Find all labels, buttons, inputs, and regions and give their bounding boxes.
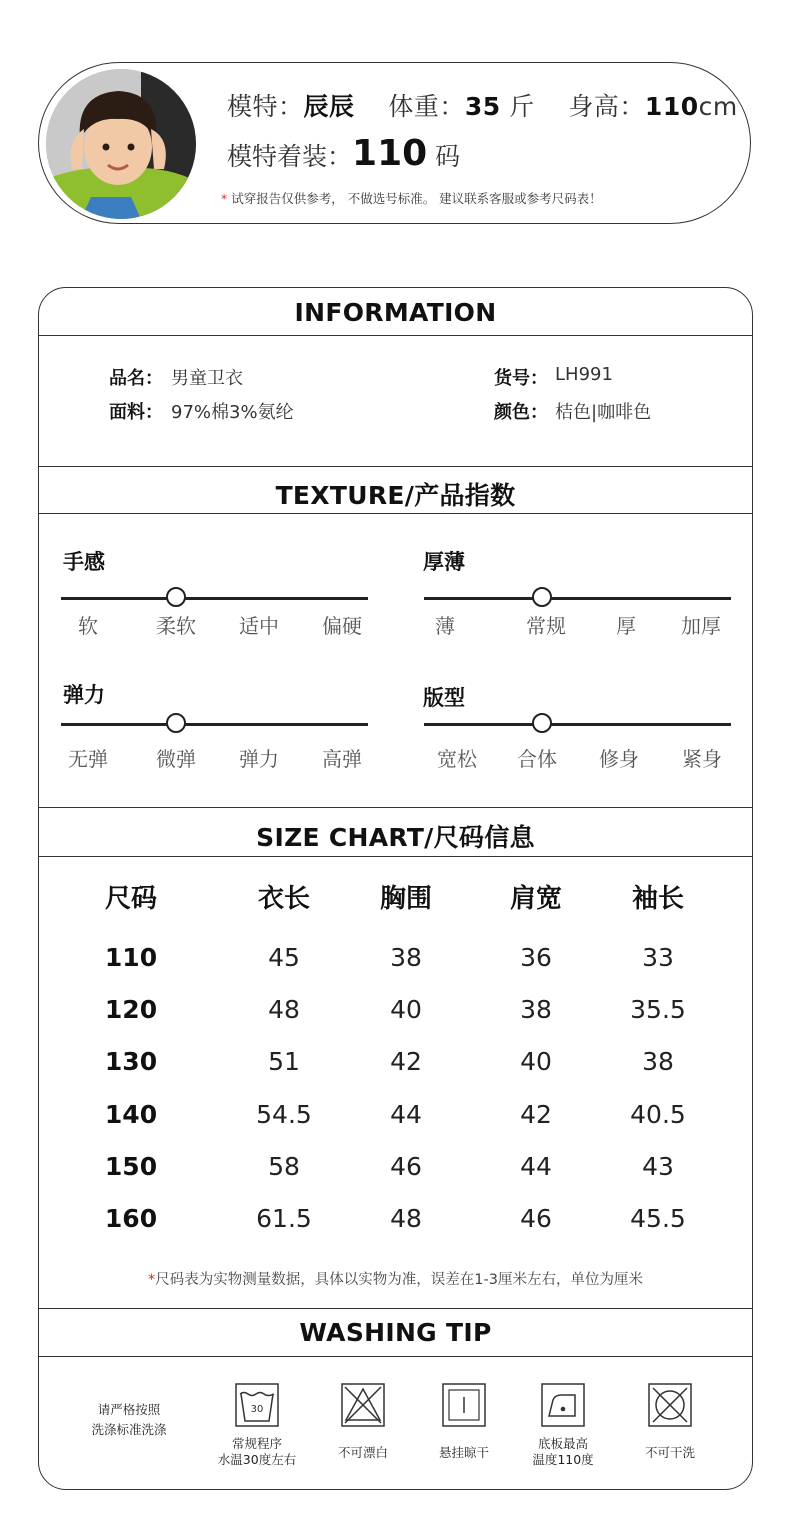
model-photo-icon [46, 69, 196, 219]
measurement-cell: 40 [390, 995, 422, 1024]
texture-option: 修身 [599, 747, 639, 771]
size-note-star: * [148, 1272, 156, 1288]
texture-scale-track [61, 723, 368, 726]
texture-title: TEXTURE/产品指数 [275, 481, 516, 510]
texture-scale-name: 手感 [63, 550, 105, 574]
wear-size: 110 [352, 133, 428, 174]
texture-option: 无弹 [68, 747, 108, 771]
measurement-cell: 38 [390, 943, 422, 972]
size-header: 尺码 [104, 884, 157, 914]
measurement-cell: 42 [520, 1100, 552, 1129]
texture-scale-marker [532, 587, 552, 607]
model-banner [38, 62, 751, 224]
texture-scale-track [424, 723, 731, 726]
product-name-label: 品名： [109, 368, 163, 389]
color-label: 颜色： [494, 402, 548, 423]
sleeve-header: 袖长 [631, 884, 684, 914]
wash-label [202, 1436, 312, 1468]
size-note-text: 尺码表为实物测量数据，具体以实物为准，误差在1-3厘米左右，单位为厘米 [155, 1272, 643, 1288]
measurement-cell: 54.5 [256, 1100, 312, 1129]
model-wear [227, 133, 460, 174]
washing-intro-line: 洗涤标准洗涤 [91, 1422, 167, 1437]
wash-label-line: 底板最高 [537, 1436, 588, 1451]
measurement-cell: 61.5 [256, 1204, 312, 1233]
model-stats [227, 87, 738, 123]
measurement-cell: 46 [520, 1204, 552, 1233]
measurement-cell: 44 [390, 1100, 422, 1129]
size-cell: 120 [104, 995, 158, 1024]
washing-title: WASHING TIP [299, 1318, 492, 1347]
chest-header: 胸围 [379, 884, 432, 914]
no-bleach-icon [341, 1383, 385, 1427]
divider [39, 513, 752, 514]
measurement-cell: 42 [390, 1047, 422, 1076]
measurement-cell: 51 [268, 1047, 300, 1076]
texture-option: 宽松 [437, 747, 477, 771]
wear-label: 模特着装： [227, 142, 353, 171]
product-info-card [38, 287, 753, 1490]
measurement-cell: 40 [520, 1047, 552, 1076]
model-note [221, 189, 602, 207]
texture-option: 软 [78, 614, 98, 638]
divider [39, 335, 752, 336]
product-name-value: 男童卫衣 [171, 368, 243, 389]
wash-label-line: 常规程序 [231, 1436, 282, 1451]
item-number-label: 货号： [494, 368, 548, 389]
fabric-label: 面料： [109, 402, 163, 423]
color-value: 桔色|咖啡色 [555, 402, 652, 423]
texture-option: 适中 [239, 614, 279, 638]
size-cell: 150 [104, 1152, 158, 1181]
texture-scale-marker [166, 587, 186, 607]
texture-scale-name: 版型 [423, 686, 465, 710]
texture-option: 柔软 [156, 614, 196, 638]
measurement-cell: 40.5 [630, 1100, 686, 1129]
weight-value: 35 [464, 92, 501, 121]
size-cell: 110 [104, 943, 158, 972]
wash-label-line: 温度110度 [532, 1452, 594, 1467]
wash-label-line: 不可干洗 [644, 1445, 695, 1460]
texture-scale-name: 厚薄 [423, 550, 465, 574]
texture-option: 加厚 [681, 614, 721, 638]
texture-scale-track [424, 597, 731, 600]
wear-unit: 码 [435, 142, 461, 171]
note-text: 试穿报告仅供参考， 不做选号标准。 建议联系客服或参考尺码表！ [231, 191, 602, 206]
wash-label [615, 1445, 725, 1461]
texture-option: 合体 [517, 747, 557, 771]
texture-option: 厚 [616, 614, 636, 638]
texture-scale-marker [166, 713, 186, 733]
measurement-cell: 38 [642, 1047, 674, 1076]
divider [39, 856, 752, 857]
information-title: INFORMATION [294, 298, 497, 327]
size-note [39, 1268, 752, 1289]
wash-label-line: 不可漂白 [337, 1445, 388, 1460]
measurement-cell: 44 [520, 1152, 552, 1181]
texture-option: 偏硬 [322, 614, 362, 638]
divider [39, 807, 752, 808]
model-name: 辰辰 [303, 92, 355, 121]
wash-30-icon [235, 1383, 279, 1427]
texture-option: 微弹 [156, 747, 196, 771]
note-star: * [221, 191, 228, 206]
divider [39, 1356, 752, 1357]
measurement-cell: 48 [390, 1204, 422, 1233]
measurement-cell: 48 [268, 995, 300, 1024]
measurement-cell: 33 [642, 943, 674, 972]
no-dry-clean-icon [648, 1383, 692, 1427]
weight-label: 体重： [388, 92, 465, 121]
weight-unit: 斤 [509, 92, 535, 121]
wash-temperature: 30 [250, 1404, 264, 1415]
fabric-value: 97%棉3%氨纶 [171, 402, 294, 423]
model-name-label: 模特： [227, 92, 304, 121]
wash-label [409, 1445, 519, 1461]
size-cell: 130 [104, 1047, 158, 1076]
shoulder-header: 肩宽 [509, 884, 562, 914]
hang-dry-icon [442, 1383, 486, 1427]
texture-scale-name: 弹力 [63, 683, 105, 707]
height-label: 身高： [568, 92, 645, 121]
texture-option: 薄 [435, 614, 455, 638]
item-number-value: LH991 [555, 364, 613, 385]
measurement-cell: 45 [268, 943, 300, 972]
height-value: 110 [644, 92, 699, 121]
texture-scale-track [61, 597, 368, 600]
wash-label [308, 1445, 418, 1461]
texture-option: 紧身 [682, 747, 722, 771]
divider [39, 1308, 752, 1309]
texture-scale-marker [532, 713, 552, 733]
model-avatar [46, 69, 196, 219]
measurement-cell: 38 [520, 995, 552, 1024]
wash-label-line: 水温30度左右 [217, 1452, 297, 1467]
height-unit: cm [698, 92, 738, 121]
measurement-cell: 46 [390, 1152, 422, 1181]
measurement-cell: 45.5 [630, 1204, 686, 1233]
texture-option: 弹力 [239, 747, 279, 771]
size-cell: 160 [104, 1204, 158, 1233]
length-header: 衣长 [257, 884, 310, 914]
texture-option: 高弹 [322, 747, 362, 771]
wash-label-line: 悬挂晾干 [438, 1445, 489, 1460]
measurement-cell: 43 [642, 1152, 674, 1181]
measurement-cell: 36 [520, 943, 552, 972]
size-cell: 140 [104, 1100, 158, 1129]
washing-intro [74, 1400, 184, 1440]
divider [39, 466, 752, 467]
measurement-cell: 58 [268, 1152, 300, 1181]
size-chart-title: SIZE CHART/尺码信息 [256, 823, 535, 852]
washing-intro-line: 请严格按照 [97, 1402, 161, 1417]
texture-option: 常规 [526, 614, 566, 638]
wash-label [508, 1436, 618, 1468]
measurement-cell: 35.5 [630, 995, 686, 1024]
iron-low-icon [541, 1383, 585, 1427]
